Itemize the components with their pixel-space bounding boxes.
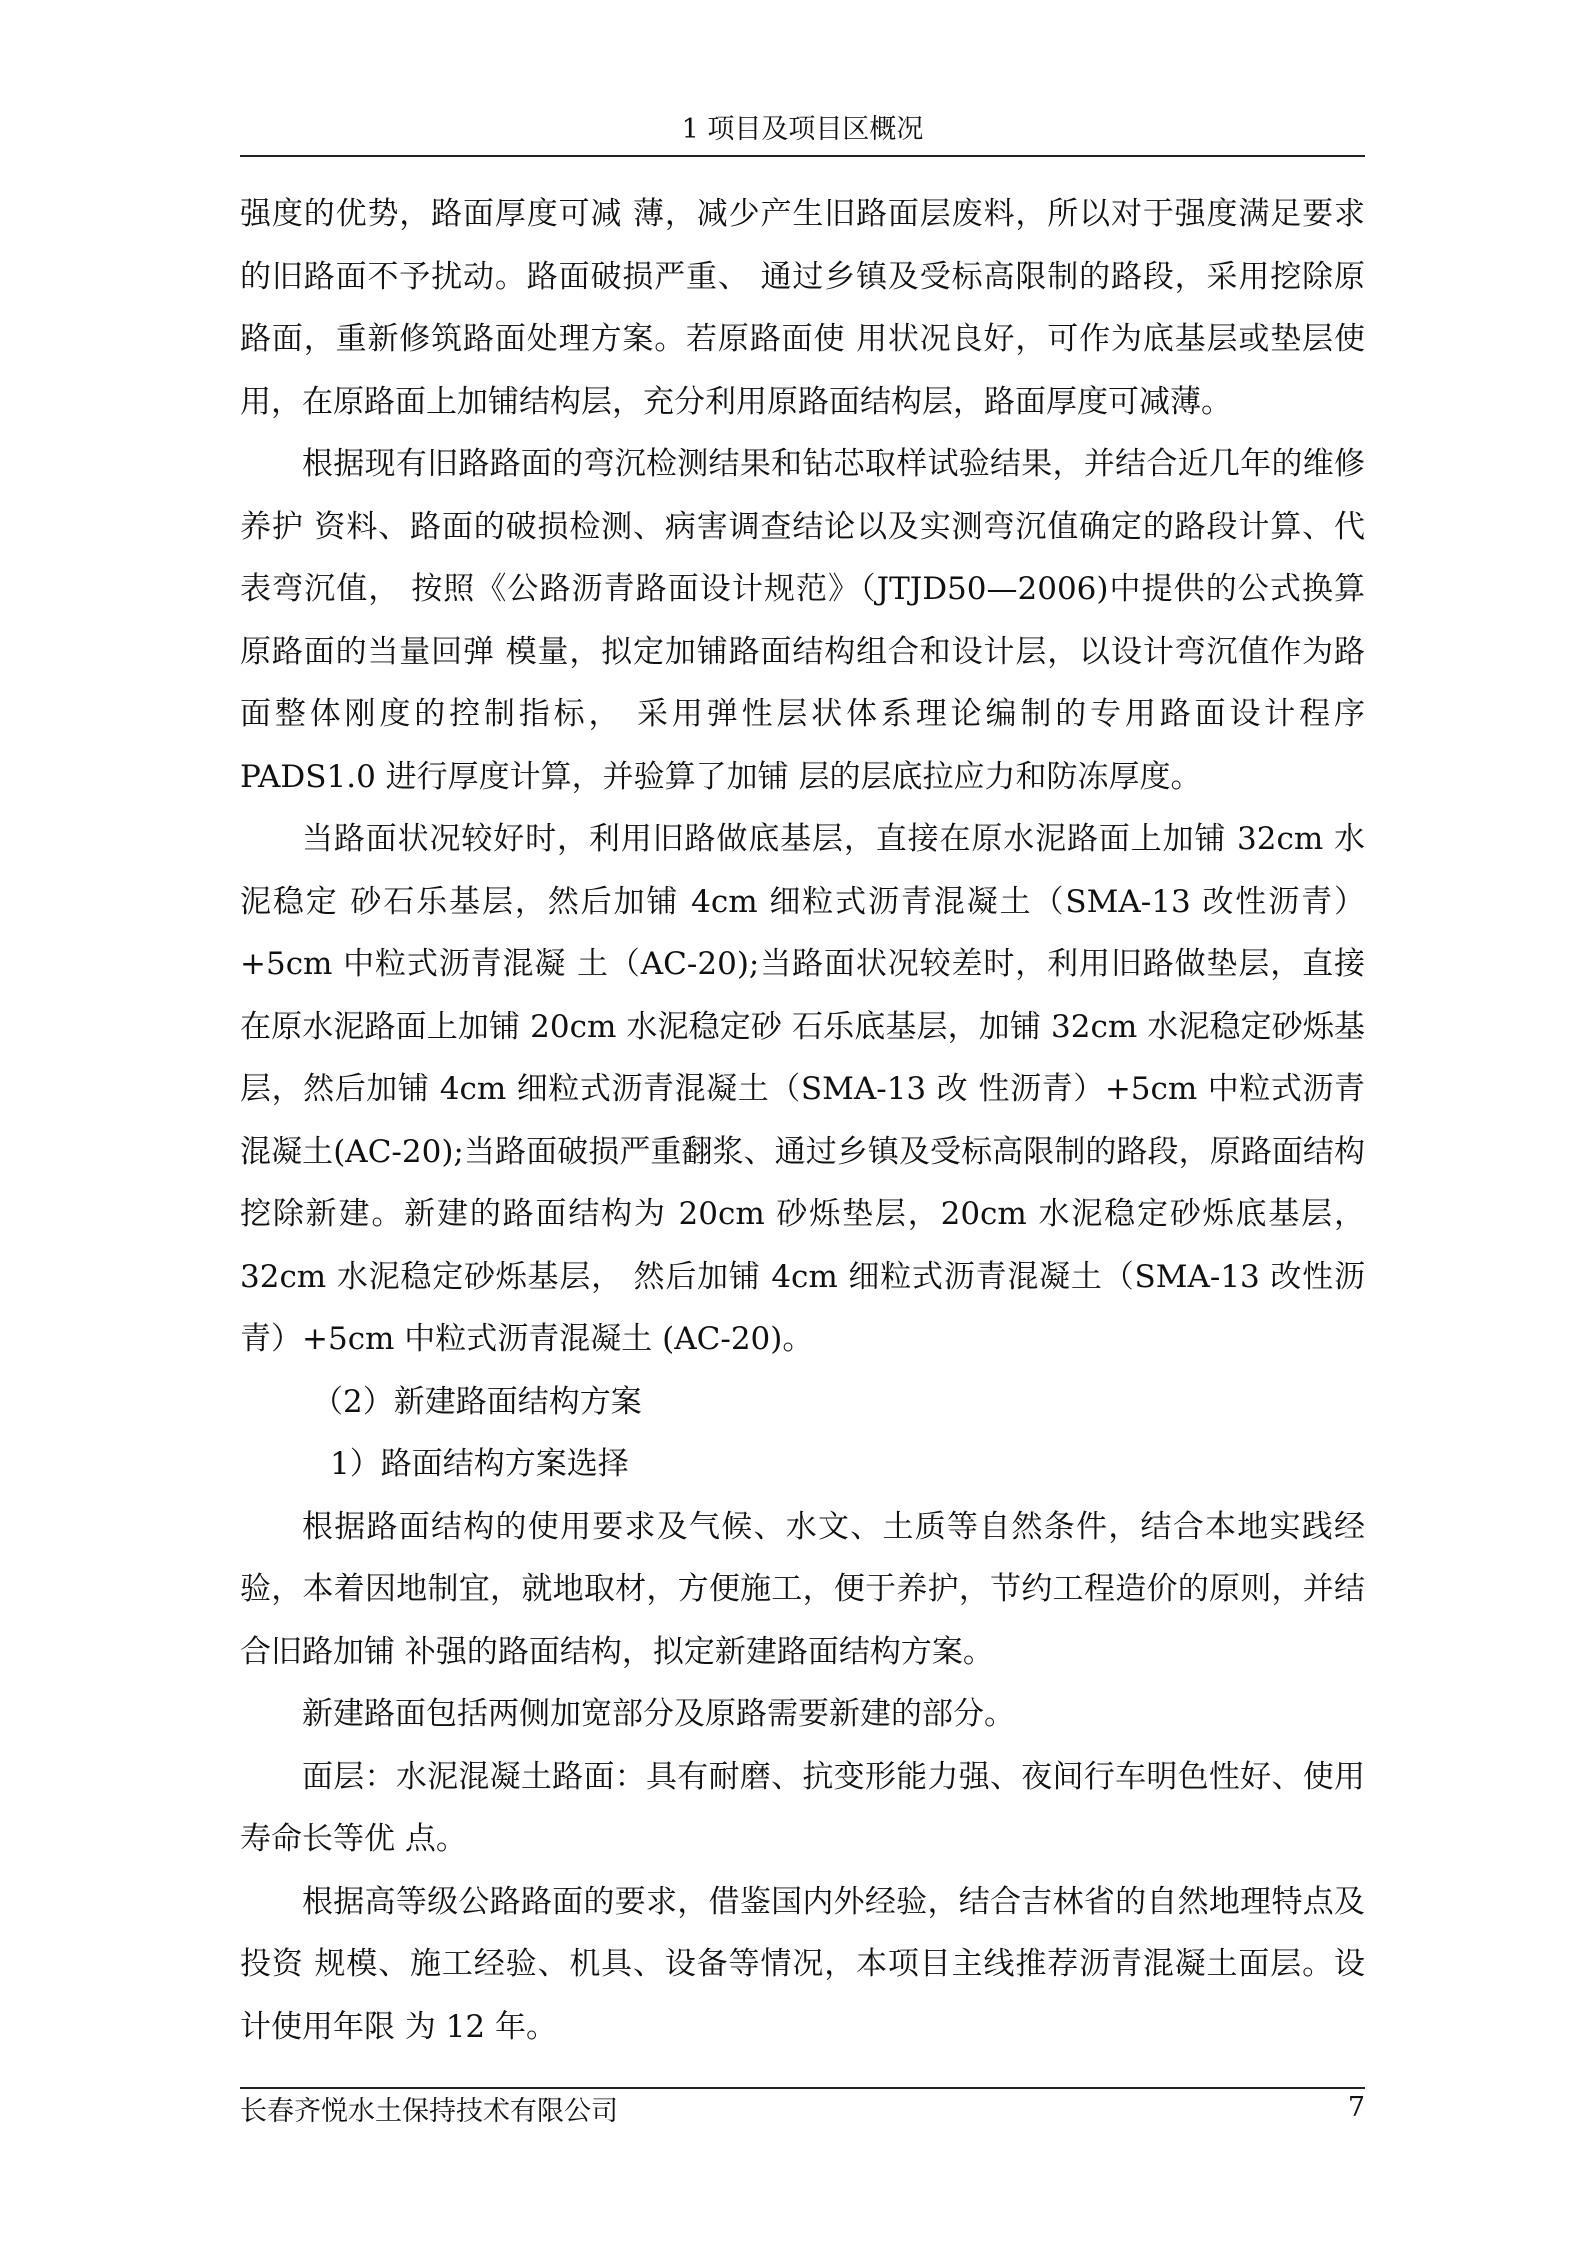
paragraph-overlay-schemes: 当路面状况较好时，利用旧路做底基层，直接在原水泥路面上加铺 32cm 水泥稳定 砂石乐基层，然后加铺 4cm 细粒式沥青混凝土（SMA-13 改性沥青）+5cm 中粒式沥青混凝 土（AC-20);当路面状况较差时，利用旧路做垫层，直接在原水泥路面上加铺 20cm 水泥稳定砂 石乐底基层，加铺 32cm 水泥稳定砂烁基层，然后加铺 4cm 细粒式沥青混凝土（SMA-13 改 性沥青）+5cm 中粒式沥青混凝土(AC-20);当路面破损严重翻浆、通过乡镇及受标高限制的路段，原路面结构挖除新建。新建的路面结构为 20cm 砂烁垫层，20cm 水泥稳定砂烁底基层，32cm 水泥稳定砂烁基层， 然后加铺 4cm 细粒式沥青混凝土（SMA-13 改性沥青）+5cm 中粒式沥青混凝土 (AC-20)。 [240,821,1365,1357]
page-header: 1 项目及项目区概况 [681,114,924,145]
section-heading-new-pavement: （2）新建路面结构方案 [312,1383,642,1420]
footer-divider [240,2087,1365,2089]
paragraph-recommendation: 根据高等级公路路面的要求，借鉴国内外经验，结合吉林省的自然地理特点及投资 规模、施工经验、机具、设备等情况，本项目主线推荐沥青混凝土面层。设计使用年限 为 12 年。 [240,1883,1365,2045]
subsection-heading-structure-selection: 1）路面结构方案选择 [330,1446,629,1482]
footer-company-name: 长春齐悦水土保持技术有限公司 [240,2096,618,2127]
page-number: 7 [1347,2092,1365,2123]
paragraph-deflection-analysis: 根据现有旧路路面的弯沉检测结果和钻芯取样试验结果，并结合近几年的维修养护 资料、路面的破损检测、病害调查结论以及实测弯沉值确定的路段计算、代表弯沉值， 按照《公路沥青路面设计规范》（JTJD50—2006)中提供的公式换算原路面的当量回弹 模量，拟定加铺路面结构组合和设计层，以设计弯沉值作为路面整体刚度的控制指标， 采用弹性层状体系理论编制的专用路面设计程序 PADS1.0 进行厚度计算，并验算了加铺 层的层底拉应力和防冻厚度。 [240,446,1365,795]
paragraph-selection-principles: 根据路面结构的使用要求及气候、水文、土质等自然条件，结合本地实践经验，本着因地制宜，就地取材，方便施工，便于养护，节约工程造价的原则，并结合旧路加铺 补强的路面结构，拟定新建路面结构方案。 [240,1508,1365,1670]
paragraph-surface-layer: 面层：水泥混凝土路面：具有耐磨、抗变形能力强、夜间行车明色性好、使用寿命长等优 点。 [240,1758,1365,1857]
paragraph-pavement-thickness: 强度的优势，路面厚度可减 薄，减少产生旧路面层废料，所以对于强度满足要求的旧路面不予扰动。路面破损严重、 通过乡镇及受标高限制的路段，采用挖除原路面，重新修筑路面处理方案。若原路面使 用状况良好，可作为底基层或垫层使用，在原路面上加铺结构层，充分利用原路面结构层，路面厚度可减薄。 [240,196,1365,420]
document-body [240,183,1365,2058]
paragraph-new-pavement-scope: 新建路面包括两侧加宽部分及原路需要新建的部分。 [302,1696,1015,1732]
header-divider [240,155,1365,157]
